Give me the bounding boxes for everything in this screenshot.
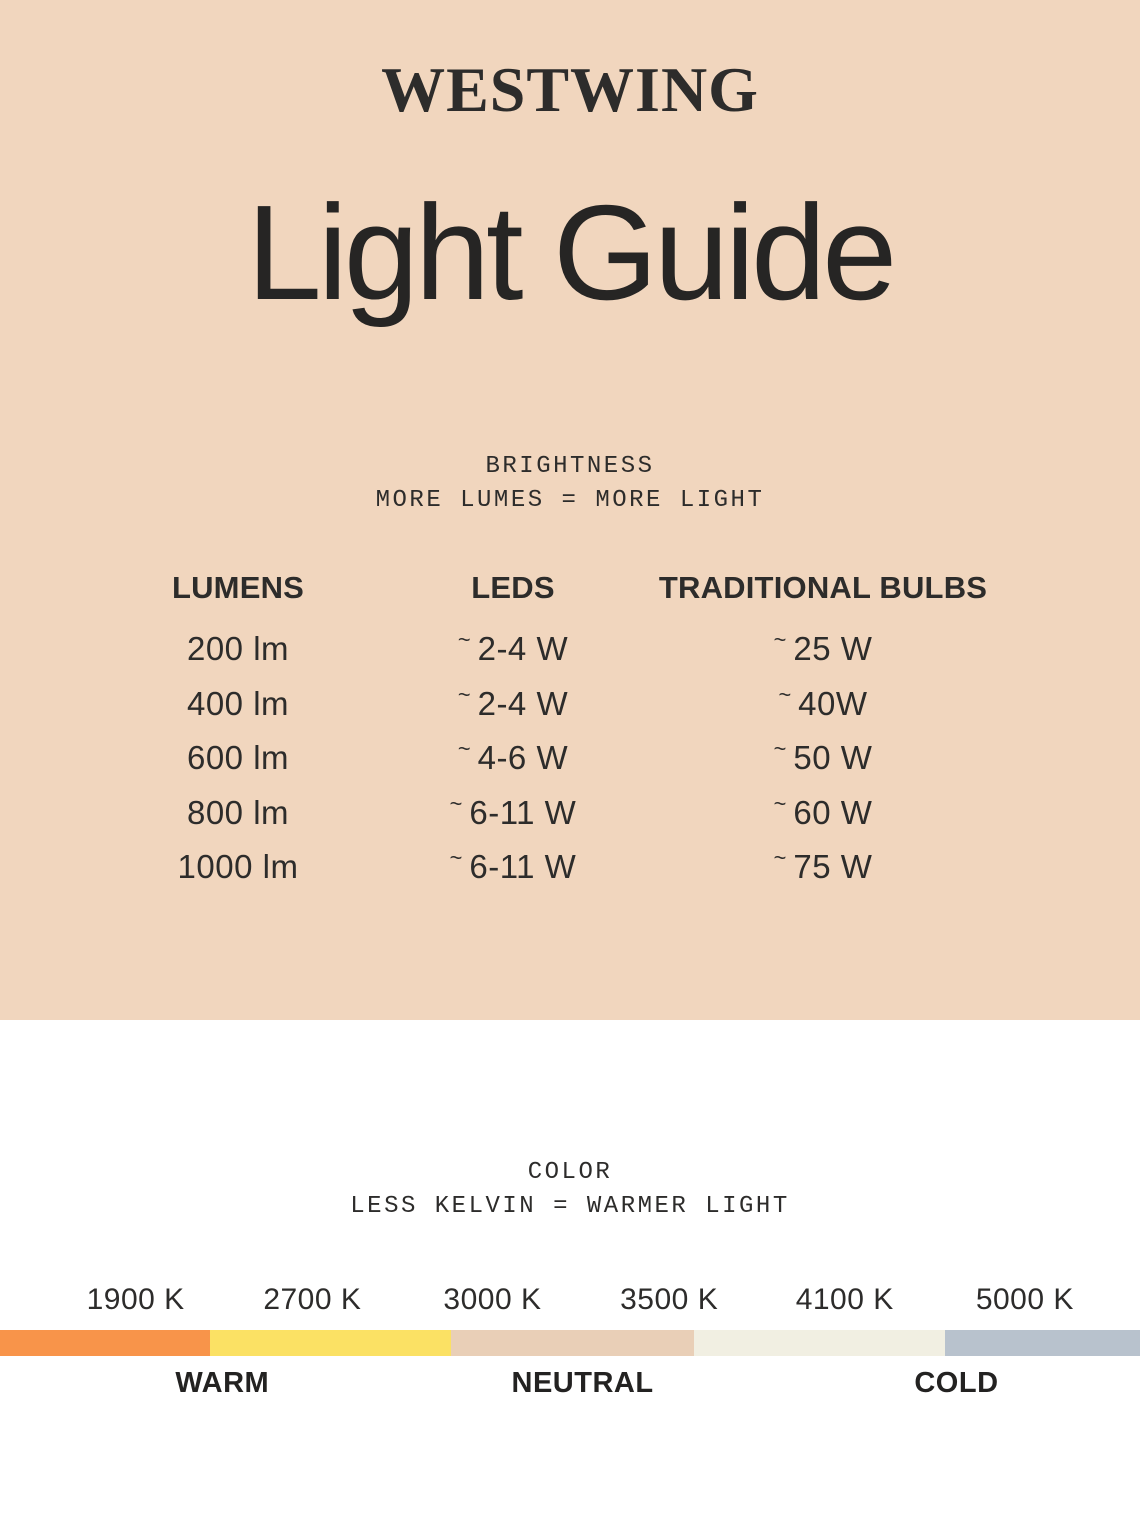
approx-symbol: ~ — [773, 790, 787, 816]
table-body — [98, 627, 998, 905]
led-watt-text: 4-6 W — [477, 739, 569, 776]
approx-symbol: ~ — [773, 627, 787, 653]
led-watt-text: 2-4 W — [477, 684, 569, 722]
label-warm: WARM — [175, 1367, 270, 1399]
bulb-watt-text: 60 W — [793, 793, 873, 831]
led-watt-text: 6-11 W — [469, 793, 577, 831]
lumens-value: 200 lm — [186, 630, 290, 667]
bulb-watt-text: 40W — [798, 684, 868, 722]
lumens-value: 400 lm — [186, 684, 290, 722]
lumen-conversion-table — [98, 572, 998, 905]
approx-symbol: ~ — [773, 736, 787, 762]
column-header-leds: LEDS — [471, 570, 555, 605]
lumens-value: 600 lm — [186, 739, 290, 776]
approx-symbol: ~ — [457, 736, 471, 762]
bulb-watt-text: 25 W — [793, 630, 873, 667]
kelvin-label-1900: 1900 K — [86, 1283, 185, 1316]
column-header-lumens: LUMENS — [171, 570, 305, 605]
brightness-heading: BRIGHTNESS — [485, 453, 655, 480]
kelvin-label-5000: 5000 K — [975, 1283, 1074, 1316]
led-watt-value — [378, 790, 648, 851]
color-subheading: LESS KELVIN = WARMER LIGHT — [350, 1193, 790, 1220]
bar-segment-neutral-tan — [451, 1330, 694, 1356]
color-heading: COLOR — [527, 1159, 613, 1186]
temperature-category-labels — [0, 1367, 1140, 1399]
table-row — [98, 845, 998, 905]
kelvin-scale-labels — [0, 1283, 1140, 1317]
led-watt-text: 2-4 W — [477, 630, 569, 667]
bulb-watt-value — [648, 736, 998, 796]
lumens-value: 1000 lm — [177, 848, 299, 885]
brightness-subheading: MORE LUMES = MORE LIGHT — [375, 487, 765, 514]
approx-symbol: ~ — [457, 627, 471, 653]
lumens-value: 800 lm — [186, 793, 290, 831]
bar-segment-warm-orange — [0, 1330, 210, 1356]
kelvin-label-4100: 4100 K — [795, 1283, 894, 1316]
column-header-traditional-bulbs: TRADITIONAL BULBS — [658, 570, 988, 605]
approx-symbol: ~ — [457, 681, 471, 707]
bulb-watt-value — [648, 790, 998, 851]
table-header-row — [98, 572, 998, 632]
label-neutral: NEUTRAL — [511, 1367, 654, 1399]
bulb-watt-text: 75 W — [793, 848, 873, 885]
led-watt-value — [378, 681, 648, 742]
bar-segment-warm-yellow — [210, 1330, 452, 1356]
led-watt-text: 6-11 W — [469, 848, 577, 885]
bulb-watt-text: 50 W — [793, 739, 873, 776]
table-row — [98, 681, 998, 742]
table-row — [98, 627, 998, 687]
kelvin-label-3500: 3500 K — [620, 1283, 719, 1316]
approx-symbol: ~ — [449, 790, 463, 816]
color-temperature-bar — [0, 1330, 1140, 1356]
color-temperature-section — [0, 1020, 1140, 1520]
kelvin-label-2700: 2700 K — [263, 1283, 362, 1316]
approx-symbol: ~ — [778, 681, 792, 707]
table-row — [98, 790, 998, 851]
led-watt-value — [378, 845, 648, 905]
table-row — [98, 736, 998, 796]
label-cold: COLD — [914, 1367, 999, 1399]
bar-segment-neutral-ivory — [694, 1330, 945, 1356]
bulb-watt-value — [648, 681, 998, 742]
bulb-watt-value — [648, 845, 998, 905]
approx-symbol: ~ — [773, 845, 787, 871]
bulb-watt-value — [648, 627, 998, 687]
bar-segment-cold-bluegray — [945, 1330, 1140, 1356]
page-title: Light Guide — [246, 177, 894, 328]
brand-logo: WESTWING — [381, 54, 759, 125]
led-watt-value — [378, 627, 648, 687]
led-watt-value — [378, 736, 648, 796]
approx-symbol: ~ — [449, 845, 463, 871]
kelvin-label-3000: 3000 K — [443, 1283, 542, 1316]
